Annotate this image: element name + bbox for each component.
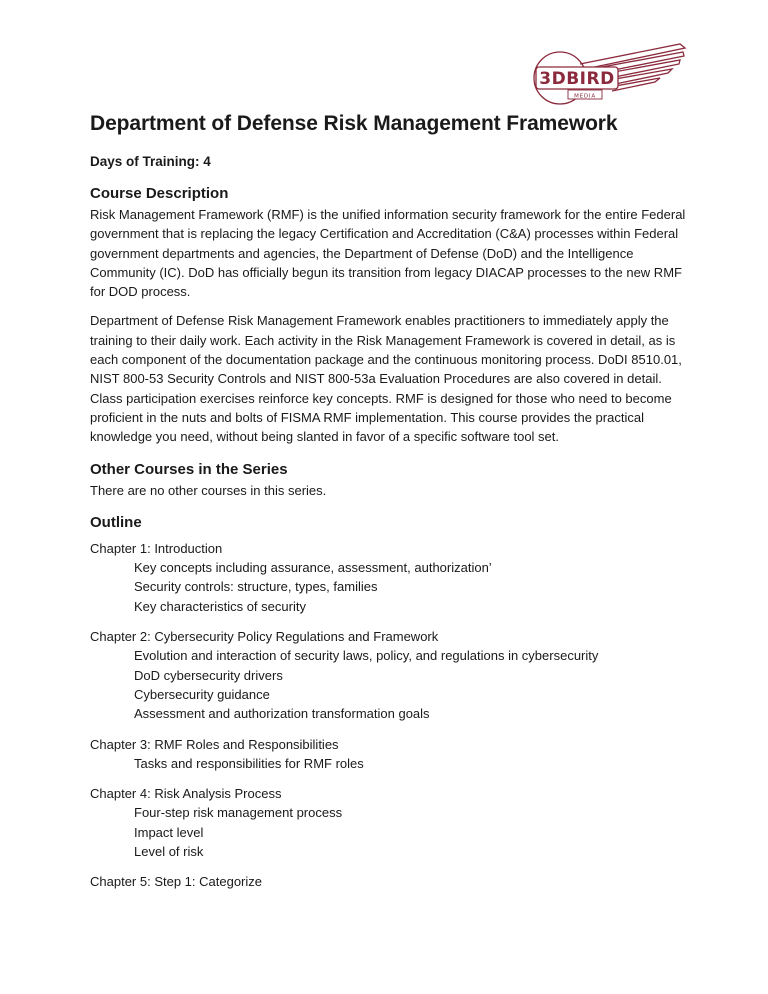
- other-courses-text: There are no other courses in this series.: [90, 482, 327, 498]
- outline-section: [90, 514, 690, 892]
- chapter: [90, 872, 690, 891]
- chapter-topic: Four-step risk management process: [134, 805, 343, 821]
- chapter-title: Chapter 3: RMF Roles and Responsibilities: [90, 736, 339, 752]
- chapter-title: Chapter 4: Risk Analysis Process: [90, 786, 282, 802]
- chapter-topic-list: [90, 803, 690, 861]
- chapter-title: Chapter 5: Step 1: Categorize: [90, 874, 262, 890]
- winged-logo-icon: [520, 40, 690, 110]
- other-courses-section: [90, 461, 690, 500]
- company-logo: [520, 40, 690, 110]
- chapter-topic: Key characteristics of security: [134, 598, 306, 614]
- chapter-topic-list: [90, 646, 690, 723]
- chapter-topic: Evolution and interaction of security laws, policy, and regulations in cybersecurity: [134, 648, 599, 664]
- logo-name: 3DBIRD: [539, 69, 615, 89]
- chapter-topic: Assessment and authorization transformation goals: [134, 706, 430, 722]
- chapter-topic-list: [90, 558, 690, 616]
- chapter-topic: Level of risk: [134, 844, 204, 860]
- document-body: [90, 112, 690, 906]
- chapter: [90, 735, 690, 774]
- chapter-topic: DoD cybersecurity drivers: [134, 667, 283, 683]
- page-title: Department of Defense Risk Management Framework: [90, 112, 618, 135]
- days-of-training: Days of Training: 4: [90, 154, 211, 169]
- chapter-topic: Impact level: [134, 824, 204, 840]
- chapter: [90, 784, 690, 861]
- other-courses-heading: Other Courses in the Series: [90, 460, 288, 478]
- description-paragraph-1: Risk Management Framework (RMF) is the unified information security framework for the entire Federal government that is replacing the legacy Certification and Accreditation (C&A) processes within Federal government departments and agencies, the Department of Defense (DoD) and the Intelligence Community (IC). DoD has officially begun its transition from legacy DIACAP processes to the new RMF for DOD process.: [90, 207, 686, 300]
- chapter-topic-list: [90, 754, 690, 773]
- course-description-heading: Course Description: [90, 185, 229, 202]
- chapter-topic: Tasks and responsibilities for RMF roles: [134, 755, 364, 771]
- chapter: [90, 539, 690, 616]
- description-paragraph-2: Department of Defense Risk Management Framework enables practitioners to immediately apply the training to their daily work. Each activity in the Risk Management Framework is covered in detail, as is each component of the documentation package and the continuous monitoring process. DoDI 8510.01, NIST 800-53 Security Controls and NIST 800-53a Evaluation Procedures are also covered in detail. Class participation exercises reinforce key concepts. RMF is designed for those who need to become proficient in the nuts and bolts of FISMA RMF implementation. This course provides the practical knowledge you need, without being slanted in favor of a specific software tool set.: [90, 313, 682, 445]
- course-description-section: [90, 185, 690, 447]
- chapter-topic: Security controls: structure, types, families: [134, 579, 378, 595]
- logo-subtitle: MEDIA: [574, 93, 596, 100]
- chapter-title: Chapter 1: Introduction: [90, 540, 223, 556]
- chapter: [90, 627, 690, 723]
- outline-heading: Outline: [90, 513, 142, 531]
- chapter-topic: Key concepts including assurance, assessment, authorization’: [134, 560, 492, 576]
- chapter-topic: Cybersecurity guidance: [134, 686, 270, 702]
- chapter-title: Chapter 2: Cybersecurity Policy Regulations and Framework: [90, 629, 439, 645]
